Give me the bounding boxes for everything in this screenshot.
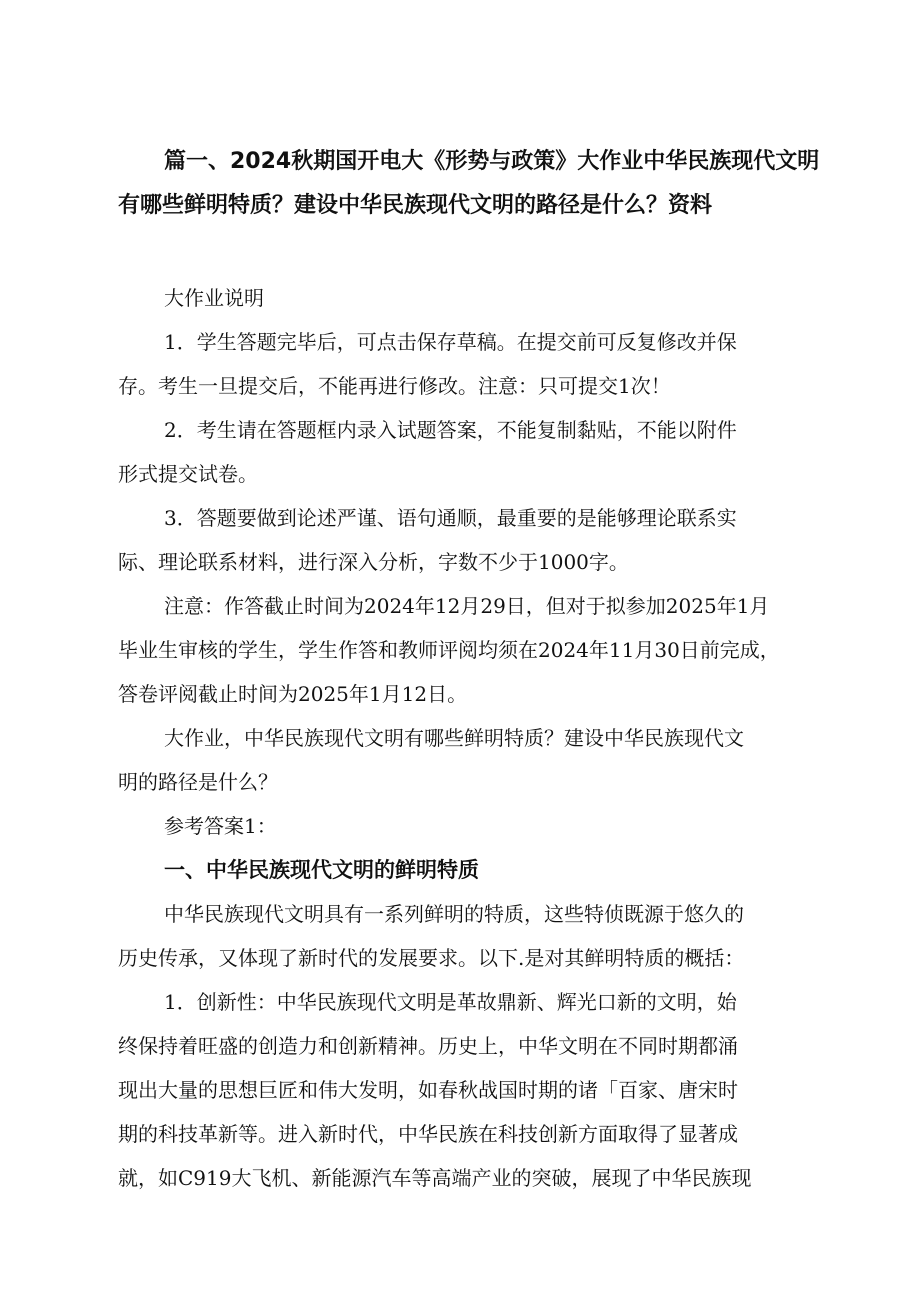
instruction-item-3-line-2: 际、理论联系材料，进行深入分析，字数不少于1000字。 [118,550,629,574]
paragraph-1-line-1: 1．创新性：中华民族现代文明是革故鼎新、辉光口新的文明，始 [164,990,737,1014]
document-title [118,140,858,228]
paragraph-1-line-3: 现出大量的思想巨匠和伟大发明，如春秋战国时期的诸「百家、唐宋时 [118,1078,738,1102]
title-line-1: 篇一、2024秋期国开电大《形势与政策》大作业中华民族现代文明 [164,149,820,174]
instructions-heading: 大作业说明 [164,286,264,310]
title-line-2: 有哪些鲜明特质？建设中华民族现代文明的路径是什么？资料 [118,193,713,218]
question-line-1: 大作业，中华民族现代文明有哪些鲜明特质？建设中华民族现代文 [164,726,744,750]
section-heading: 一、中华民族现代文明的鲜明特质 [164,858,479,882]
instruction-item-2-line-1: 2．考生请在答题框内录入试题答案，不能复制黏贴，不能以附件 [164,418,737,442]
instruction-item-1-line-2: 存。考生一旦提交后，不能再进行修改。注意：只可提交1次！ [118,374,671,398]
answer-label: 参考答案1： [164,814,277,838]
instruction-item-3-line-1: 3．答题要做到论述严谨、语句通顺，最重要的是能够理论联系实 [164,506,737,530]
instructions-section [118,276,848,1200]
paragraph-1-line-5: 就，如C919大飞机、新能源汽车等高端产业的突破，展现了中华民族现 [118,1166,752,1190]
paragraph-1-line-2: 终保持着旺盛的创造力和创新精神。历史上，中华文明在不同时期都涌 [118,1034,738,1058]
paragraph-1-line-4: 期的科技革新等。进入新时代，中华民族在科技创新方面取得了显著成 [118,1122,738,1146]
intro-line-1: 中华民族现代文明具有一系列鲜明的特质，这些特侦既源于悠久的 [164,902,744,926]
instruction-item-2-line-2: 形式提交试卷。 [118,462,258,486]
question-line-2: 明的路径是什么？ [118,770,278,794]
intro-line-2: 历史传承，又体现了新时代的发展要求。以下.是对其鲜明特质的概括： [118,946,745,970]
instruction-item-1-line-1: 1．学生答题完毕后，可点击保存草稿。在提交前可反复修改并保 [164,330,737,354]
note-line-3: 答卷评阅截止时间为2025年1月12日。 [118,682,468,706]
note-line-2: 毕业生审核的学生，学生作答和教师评阅均须在2024年11月30日前完成， [118,638,780,662]
note-line-1: 注意：作答截止时间为2024年12月29日，但对于拟参加2025年1月 [164,594,770,618]
